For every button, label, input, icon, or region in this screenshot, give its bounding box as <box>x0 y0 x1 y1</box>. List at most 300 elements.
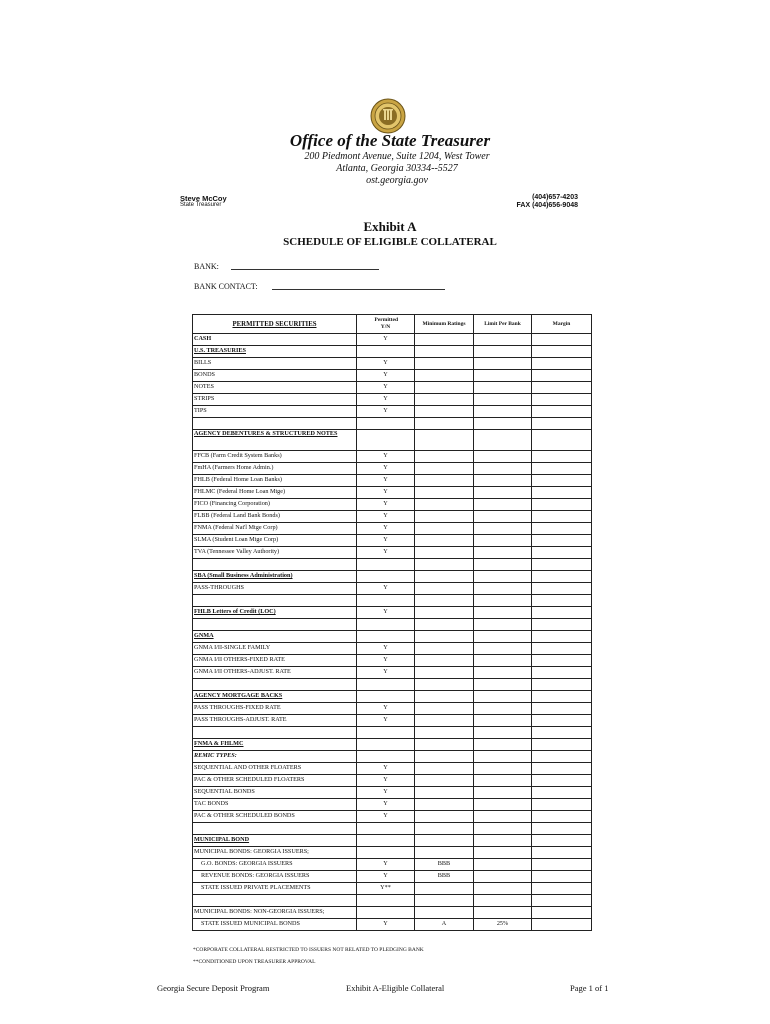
table-row <box>193 667 592 679</box>
rating-cell <box>415 655 474 667</box>
rating-cell <box>415 418 474 430</box>
address-line-1: 200 Piedmont Avenue, Suite 1204, West Tower <box>304 151 490 162</box>
row-label: BILLS <box>193 358 357 370</box>
footer-page: Page 1 of 1 <box>570 983 609 993</box>
table-row <box>193 763 592 775</box>
rating-cell <box>415 907 474 919</box>
row-label: SEQUENTIAL AND OTHER FLOATERS <box>193 763 357 775</box>
margin-cell <box>532 655 592 667</box>
row-label <box>193 895 357 907</box>
row-label <box>193 559 357 571</box>
header-permitted-securities: PERMITTED SECURITIES <box>193 315 357 334</box>
row-label: U.S. TREASURIES <box>193 346 357 358</box>
permitted-cell <box>357 835 415 847</box>
table-row <box>193 607 592 619</box>
table-row <box>193 703 592 715</box>
limit-cell: 25% <box>474 919 532 931</box>
permitted-cell: Y <box>357 919 415 931</box>
table-row <box>193 739 592 751</box>
table-row <box>193 643 592 655</box>
row-label: STATE ISSUED PRIVATE PLACEMENTS <box>193 883 357 895</box>
permitted-cell: Y <box>357 667 415 679</box>
permitted-cell: Y <box>357 811 415 823</box>
row-label: SBA (Small Business Administration) <box>193 571 357 583</box>
limit-cell <box>474 406 532 418</box>
limit-cell <box>474 571 532 583</box>
rating-cell <box>415 511 474 523</box>
margin-cell <box>532 895 592 907</box>
table-row <box>193 487 592 499</box>
row-label: PASS THROUGHS-FIXED RATE <box>193 703 357 715</box>
margin-cell <box>532 703 592 715</box>
footer-program: Georgia Secure Deposit Program <box>157 983 270 993</box>
limit-cell <box>474 799 532 811</box>
permitted-cell <box>357 739 415 751</box>
table-row <box>193 775 592 787</box>
office-title: Office of the State Treasurer <box>289 131 491 150</box>
permitted-cell: Y <box>357 643 415 655</box>
table-row <box>193 727 592 739</box>
row-label: TAC BONDS <box>193 799 357 811</box>
rating-cell <box>415 811 474 823</box>
margin-cell <box>532 787 592 799</box>
margin-cell <box>532 334 592 346</box>
bank-contact-field[interactable] <box>272 282 445 290</box>
table-header-row <box>193 315 592 334</box>
table-row <box>193 907 592 919</box>
rating-cell <box>415 430 474 451</box>
rating-cell <box>415 487 474 499</box>
treasurer-name: Steve McCoy <box>180 194 227 203</box>
limit-cell <box>474 703 532 715</box>
exhibit-title: Exhibit A <box>363 219 417 234</box>
rating-cell <box>415 523 474 535</box>
margin-cell <box>532 835 592 847</box>
margin-cell <box>532 811 592 823</box>
margin-cell <box>532 430 592 451</box>
permitted-cell: Y** <box>357 883 415 895</box>
limit-cell <box>474 358 532 370</box>
rating-cell <box>415 763 474 775</box>
limit-cell <box>474 775 532 787</box>
permitted-cell <box>357 571 415 583</box>
limit-cell <box>474 382 532 394</box>
limit-cell <box>474 823 532 835</box>
table-row <box>193 655 592 667</box>
margin-cell <box>532 859 592 871</box>
rating-cell <box>415 607 474 619</box>
row-label: FNMA & FHLMC <box>193 739 357 751</box>
limit-cell <box>474 847 532 859</box>
limit-cell <box>474 535 532 547</box>
permitted-cell: Y <box>357 583 415 595</box>
limit-cell <box>474 547 532 559</box>
rating-cell <box>415 715 474 727</box>
margin-cell <box>532 571 592 583</box>
treasurer-title: State Treasurer <box>180 202 222 208</box>
table-row <box>193 559 592 571</box>
rating-cell <box>415 775 474 787</box>
rating-cell: A <box>415 919 474 931</box>
margin-cell <box>532 883 592 895</box>
rating-cell <box>415 583 474 595</box>
permitted-cell: Y <box>357 475 415 487</box>
row-label: FLBB (Federal Land Bank Bonds) <box>193 511 357 523</box>
rating-cell <box>415 358 474 370</box>
table-row <box>193 823 592 835</box>
permitted-cell <box>357 595 415 607</box>
limit-cell <box>474 715 532 727</box>
permitted-cell: Y <box>357 334 415 346</box>
margin-cell <box>532 475 592 487</box>
rating-cell <box>415 895 474 907</box>
rating-cell <box>415 346 474 358</box>
permitted-cell <box>357 346 415 358</box>
margin-cell <box>532 847 592 859</box>
limit-cell <box>474 607 532 619</box>
row-label: MUNICIPAL BONDS: NON-GEORGIA ISSUERS; <box>193 907 357 919</box>
row-label <box>193 619 357 631</box>
row-label: MUNICIPAL BOND <box>193 835 357 847</box>
margin-cell <box>532 823 592 835</box>
permitted-cell <box>357 907 415 919</box>
bank-field[interactable] <box>231 262 379 270</box>
table-row <box>193 859 592 871</box>
rating-cell <box>415 667 474 679</box>
margin-cell <box>532 451 592 463</box>
permitted-cell: Y <box>357 799 415 811</box>
table-row <box>193 418 592 430</box>
permitted-cell: Y <box>357 607 415 619</box>
limit-cell <box>474 430 532 451</box>
phone-number: (404)657-4203 <box>532 194 578 201</box>
limit-cell <box>474 523 532 535</box>
permitted-cell: Y <box>357 535 415 547</box>
row-label: FNMA (Federal Nat'l Mtge Corp) <box>193 523 357 535</box>
margin-cell <box>532 382 592 394</box>
header-minimum-ratings: Minimum Ratings <box>415 315 474 334</box>
row-label: FHLB (Federal Home Loan Banks) <box>193 475 357 487</box>
rating-cell <box>415 406 474 418</box>
table-row <box>193 430 592 451</box>
row-label: TVA (Tennessee Valley Authority) <box>193 547 357 559</box>
table-row <box>193 334 592 346</box>
rating-cell <box>415 463 474 475</box>
limit-cell <box>474 883 532 895</box>
row-label <box>193 727 357 739</box>
limit-cell <box>474 595 532 607</box>
margin-cell <box>532 559 592 571</box>
margin-cell <box>532 739 592 751</box>
limit-cell <box>474 418 532 430</box>
row-label: BONDS <box>193 370 357 382</box>
table-row <box>193 691 592 703</box>
permitted-cell <box>357 847 415 859</box>
row-label: REVENUE BONDS: GEORGIA ISSUERS <box>193 871 357 883</box>
row-label: PAC & OTHER SCHEDULED BONDS <box>193 811 357 823</box>
limit-cell <box>474 739 532 751</box>
row-label: SLMA (Student Loan Mtge Corp) <box>193 535 357 547</box>
margin-cell <box>532 667 592 679</box>
row-label: FHLMC (Federal Home Loan Mtge) <box>193 487 357 499</box>
row-label: NOTES <box>193 382 357 394</box>
rating-cell <box>415 571 474 583</box>
row-label: FmHA (Farmers Home Admin.) <box>193 463 357 475</box>
table-row <box>193 787 592 799</box>
limit-cell <box>474 511 532 523</box>
permitted-cell: Y <box>357 487 415 499</box>
margin-cell <box>532 418 592 430</box>
permitted-cell: Y <box>357 859 415 871</box>
permitted-cell: Y <box>357 394 415 406</box>
table-row <box>193 919 592 931</box>
permitted-cell <box>357 895 415 907</box>
table-row <box>193 535 592 547</box>
row-label: SEQUENTIAL BONDS <box>193 787 357 799</box>
limit-cell <box>474 691 532 703</box>
table-row <box>193 511 592 523</box>
limit-cell <box>474 559 532 571</box>
permitted-cell <box>357 619 415 631</box>
table-row <box>193 799 592 811</box>
permitted-cell: Y <box>357 406 415 418</box>
rating-cell <box>415 595 474 607</box>
limit-cell <box>474 499 532 511</box>
row-label <box>193 679 357 691</box>
permitted-cell <box>357 751 415 763</box>
limit-cell <box>474 346 532 358</box>
permitted-cell: Y <box>357 511 415 523</box>
address-line-2: Atlanta, Georgia 30334--5527 <box>336 163 458 174</box>
table-row <box>193 871 592 883</box>
header-margin: Margin <box>532 315 592 334</box>
table-row <box>193 715 592 727</box>
permitted-cell: Y <box>357 451 415 463</box>
row-label: FICO (Financing Corporation) <box>193 499 357 511</box>
row-label: FHLB Letters of Credit (LOC) <box>193 607 357 619</box>
permitted-cell <box>357 559 415 571</box>
row-label: TIPS <box>193 406 357 418</box>
row-label: STRIPS <box>193 394 357 406</box>
margin-cell <box>532 763 592 775</box>
rating-cell <box>415 883 474 895</box>
margin-cell <box>532 523 592 535</box>
limit-cell <box>474 394 532 406</box>
row-label: PAC & OTHER SCHEDULED FLOATERS <box>193 775 357 787</box>
limit-cell <box>474 811 532 823</box>
table-row <box>193 751 592 763</box>
rating-cell <box>415 679 474 691</box>
limit-cell <box>474 895 532 907</box>
limit-cell <box>474 871 532 883</box>
permitted-cell: Y <box>357 547 415 559</box>
header-permitted-yn: Permitted Y/N <box>357 315 415 334</box>
row-label: REMIC TYPES: <box>193 751 357 763</box>
row-label: PASS-THROUGHS <box>193 583 357 595</box>
row-label: GNMA <box>193 631 357 643</box>
margin-cell <box>532 346 592 358</box>
rating-cell <box>415 559 474 571</box>
margin-cell <box>532 487 592 499</box>
table-row <box>193 346 592 358</box>
permitted-cell <box>357 727 415 739</box>
table-row <box>193 811 592 823</box>
row-label: G.O. BONDS: GEORGIA ISSUERS <box>193 859 357 871</box>
limit-cell <box>474 475 532 487</box>
permitted-cell: Y <box>357 523 415 535</box>
row-label: GNMA I/II-SINGLE FAMILY <box>193 643 357 655</box>
permitted-cell <box>357 691 415 703</box>
rating-cell: BBB <box>415 859 474 871</box>
margin-cell <box>532 643 592 655</box>
margin-cell <box>532 595 592 607</box>
margin-cell <box>532 715 592 727</box>
website: ost.georgia.gov <box>366 175 428 186</box>
permitted-cell: Y <box>357 382 415 394</box>
margin-cell <box>532 691 592 703</box>
row-label: GNMA I/II OTHERS-FIXED RATE <box>193 655 357 667</box>
limit-cell <box>474 667 532 679</box>
margin-cell <box>532 907 592 919</box>
rating-cell <box>415 751 474 763</box>
rating-cell <box>415 475 474 487</box>
limit-cell <box>474 334 532 346</box>
table-row <box>193 895 592 907</box>
table-row <box>193 847 592 859</box>
limit-cell <box>474 787 532 799</box>
limit-cell <box>474 907 532 919</box>
table-row <box>193 571 592 583</box>
rating-cell <box>415 691 474 703</box>
limit-cell <box>474 859 532 871</box>
row-label: STATE ISSUED MUNICIPAL BONDS <box>193 919 357 931</box>
permitted-cell: Y <box>357 703 415 715</box>
limit-cell <box>474 751 532 763</box>
permitted-cell <box>357 679 415 691</box>
table-row <box>193 835 592 847</box>
margin-cell <box>532 370 592 382</box>
margin-cell <box>532 619 592 631</box>
row-label: GNMA I/II OTHERS-ADJUST. RATE <box>193 667 357 679</box>
state-seal <box>370 98 406 134</box>
limit-cell <box>474 619 532 631</box>
table-row <box>193 583 592 595</box>
table-row <box>193 499 592 511</box>
row-label <box>193 823 357 835</box>
margin-cell <box>532 394 592 406</box>
table-row <box>193 523 592 535</box>
permitted-cell: Y <box>357 358 415 370</box>
table-row <box>193 382 592 394</box>
rating-cell <box>415 847 474 859</box>
header-limit-per-bank: Limit Per Bank <box>474 315 532 334</box>
row-label: PASS THROUGHS-ADJUST. RATE <box>193 715 357 727</box>
permitted-cell: Y <box>357 787 415 799</box>
rating-cell <box>415 334 474 346</box>
table-row <box>193 463 592 475</box>
limit-cell <box>474 631 532 643</box>
permitted-cell: Y <box>357 499 415 511</box>
margin-cell <box>532 358 592 370</box>
table-row <box>193 358 592 370</box>
margin-cell <box>532 535 592 547</box>
margin-cell <box>532 499 592 511</box>
permitted-cell: Y <box>357 871 415 883</box>
limit-cell <box>474 451 532 463</box>
rating-cell <box>415 643 474 655</box>
footnote-corporate: *CORPORATE COLLATERAL RESTRICTED TO ISSUERS NOT RELATED TO PLEDGING BANK <box>193 947 424 953</box>
bank-contact-label: BANK CONTACT: <box>194 282 258 291</box>
rating-cell <box>415 703 474 715</box>
margin-cell <box>532 727 592 739</box>
rating-cell <box>415 727 474 739</box>
rating-cell: BBB <box>415 871 474 883</box>
bank-label: BANK: <box>194 262 219 271</box>
permitted-cell: Y <box>357 463 415 475</box>
limit-cell <box>474 727 532 739</box>
margin-cell <box>532 871 592 883</box>
margin-cell <box>532 799 592 811</box>
permitted-cell: Y <box>357 715 415 727</box>
row-label <box>193 418 357 430</box>
row-label: FFCB (Farm Credit System Banks) <box>193 451 357 463</box>
margin-cell <box>532 583 592 595</box>
margin-cell <box>532 607 592 619</box>
limit-cell <box>474 835 532 847</box>
margin-cell <box>532 679 592 691</box>
margin-cell <box>532 547 592 559</box>
limit-cell <box>474 370 532 382</box>
rating-cell <box>415 619 474 631</box>
rating-cell <box>415 835 474 847</box>
row-label: CASH <box>193 334 357 346</box>
permitted-cell: Y <box>357 370 415 382</box>
rating-cell <box>415 739 474 751</box>
rating-cell <box>415 382 474 394</box>
schedule-title: SCHEDULE OF ELIGIBLE COLLATERAL <box>283 236 497 248</box>
footnote-approval: **CONDITIONED UPON TREASURER APPROVAL <box>193 959 316 965</box>
permitted-cell <box>357 631 415 643</box>
margin-cell <box>532 406 592 418</box>
limit-cell <box>474 643 532 655</box>
limit-cell <box>474 463 532 475</box>
rating-cell <box>415 370 474 382</box>
collateral-table <box>192 314 592 931</box>
permitted-cell: Y <box>357 775 415 787</box>
table-row <box>193 679 592 691</box>
rating-cell <box>415 394 474 406</box>
limit-cell <box>474 655 532 667</box>
margin-cell <box>532 511 592 523</box>
margin-cell <box>532 919 592 931</box>
table-row <box>193 475 592 487</box>
margin-cell <box>532 775 592 787</box>
table-row <box>193 547 592 559</box>
footer-exhibit: Exhibit A-Eligible Collateral <box>346 983 445 993</box>
table-row <box>193 451 592 463</box>
permitted-cell: Y <box>357 655 415 667</box>
limit-cell <box>474 679 532 691</box>
rating-cell <box>415 451 474 463</box>
table-row <box>193 619 592 631</box>
row-label: AGENCY MORTGAGE BACKS <box>193 691 357 703</box>
permitted-cell <box>357 418 415 430</box>
table-row <box>193 595 592 607</box>
table-row <box>193 370 592 382</box>
permitted-cell <box>357 430 415 451</box>
table-row <box>193 631 592 643</box>
row-label: MUNICIPAL BONDS: GEORGIA ISSUERS; <box>193 847 357 859</box>
